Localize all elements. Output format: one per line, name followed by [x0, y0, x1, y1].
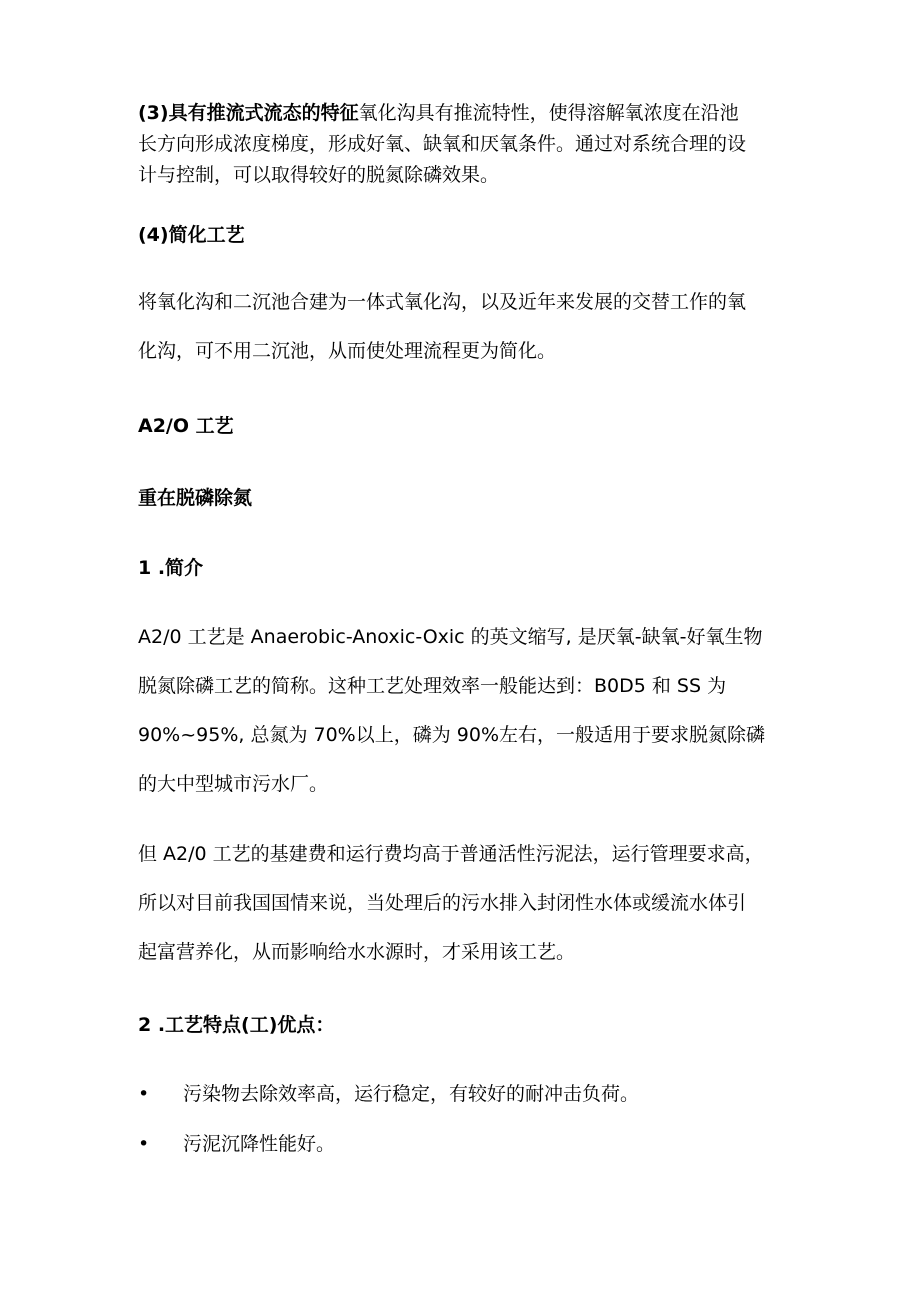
bullet-icon: •	[138, 1083, 150, 1105]
intro-line: A2/0 工艺是 Anaerobic-Anoxic-Oxic 的英文缩写, 是厌氧-缺氧-好氧生物	[138, 626, 763, 648]
list-item	[138, 1080, 818, 1108]
section-3-lead: (3)具有推流式流态的特征	[138, 102, 359, 124]
intro-paragraph-1	[138, 613, 818, 809]
section-3-line: 计与控制，可以取得较好的脱氮除磷效果。	[138, 164, 500, 186]
section-3-line: 长方向形成浓度梯度，形成好氧、缺氧和厌氧条件。通过对系统合理的设	[138, 133, 747, 155]
intro-line: 90%~95%, 总氮为 70%以上，磷为 90%左右，一般适用于要求脱氮除磷	[138, 724, 766, 746]
list-item-text: 污染物去除效率高，运行稳定，有较好的耐冲击负荷。	[183, 1083, 640, 1105]
list-item	[138, 1130, 818, 1158]
section-4-paragraph	[138, 278, 818, 376]
intro-line: 但 A2/0 工艺的基建费和运行费均高于普通活性污泥法，运行管理要求高，	[138, 843, 764, 865]
intro-line: 的大中型城市污水厂。	[138, 773, 329, 795]
section-4-line: 将氧化沟和二沉池合建为一体式氧化沟，以及近年来发展的交替工作的氧	[138, 291, 747, 313]
intro-paragraph-2	[138, 830, 818, 977]
list-item-text: 污泥沉降性能好。	[183, 1133, 336, 1155]
section-4-heading: (4)简化工艺	[138, 224, 245, 246]
section-3-paragraph	[138, 98, 818, 191]
a2o-title: A2/O 工艺	[138, 415, 234, 437]
features-heading: 2 .工艺特点(工)优点：	[138, 1014, 335, 1036]
bullet-icon: •	[138, 1133, 150, 1155]
intro-line: 起富营养化，从而影响给水水源时，才采用该工艺。	[138, 941, 576, 963]
section-4-line: 化沟，可不用二沉池，从而使处理流程更为简化。	[138, 340, 557, 362]
section-3-line: 氧化沟具有推流特性，使得溶解氧浓度在沿池	[358, 102, 739, 124]
a2o-subtitle: 重在脱磷除氮	[138, 487, 253, 509]
intro-line: 所以对目前我国国情来说，当处理后的污水排入封闭性水体或缓流水体引	[138, 892, 747, 914]
intro-line: 脱氮除磷工艺的简称。这种工艺处理效率一般能达到：B0D5 和 SS 为	[138, 675, 727, 697]
intro-heading: 1 .简介	[138, 557, 204, 579]
